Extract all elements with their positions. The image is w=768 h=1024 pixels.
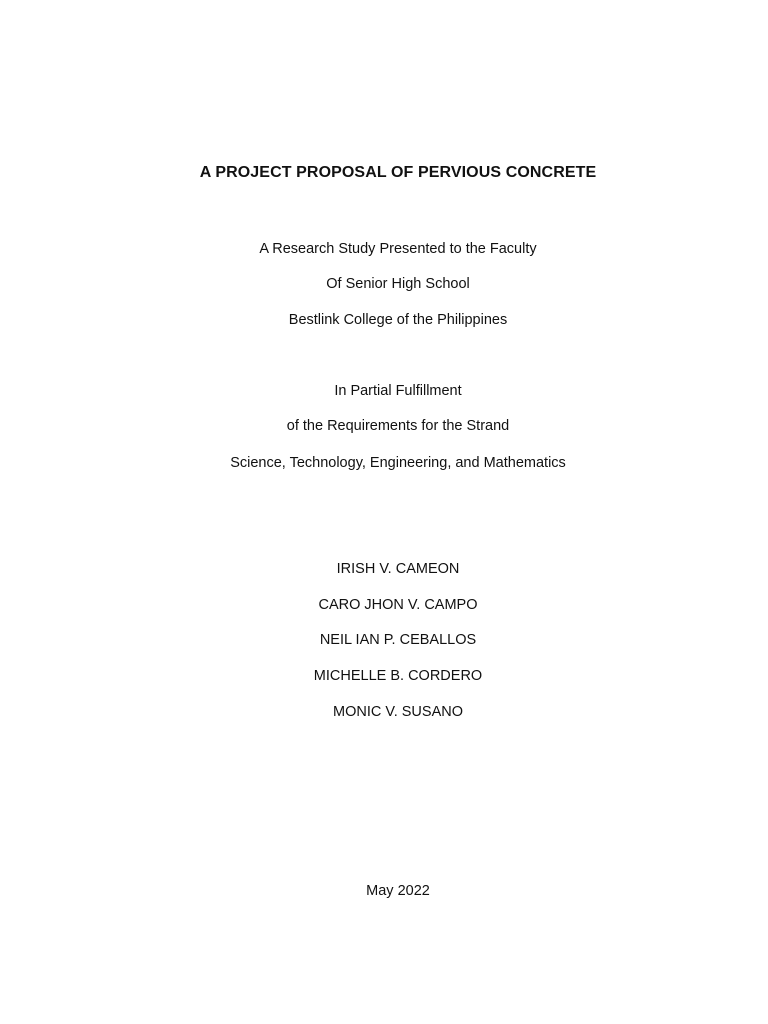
fulfillment-line-1: In Partial Fulfillment <box>334 383 462 399</box>
author-name: MONIC V. SUSANO <box>333 704 463 720</box>
submission-date: May 2022 <box>366 883 430 899</box>
author-name: MICHELLE B. CORDERO <box>313 668 483 684</box>
fulfillment-line-3: Science, Technology, Engineering, and Mathematics <box>230 455 566 471</box>
presentation-line-2: Of Senior High School <box>326 276 470 292</box>
fulfillment-line-2: of the Requirements for the Strand <box>286 418 510 434</box>
author-name: CARO JHON V. CAMPO <box>318 597 478 613</box>
author-name: NEIL IAN P. CEBALLOS <box>319 632 477 648</box>
presentation-line-1: A Research Study Presented to the Faculty <box>259 241 537 257</box>
document-title: A PROJECT PROPOSAL OF PERVIOUS CONCRETE <box>199 164 597 181</box>
presentation-line-3: Bestlink College of the Philippines <box>288 312 508 328</box>
author-name: IRISH V. CAMEON <box>336 561 460 577</box>
